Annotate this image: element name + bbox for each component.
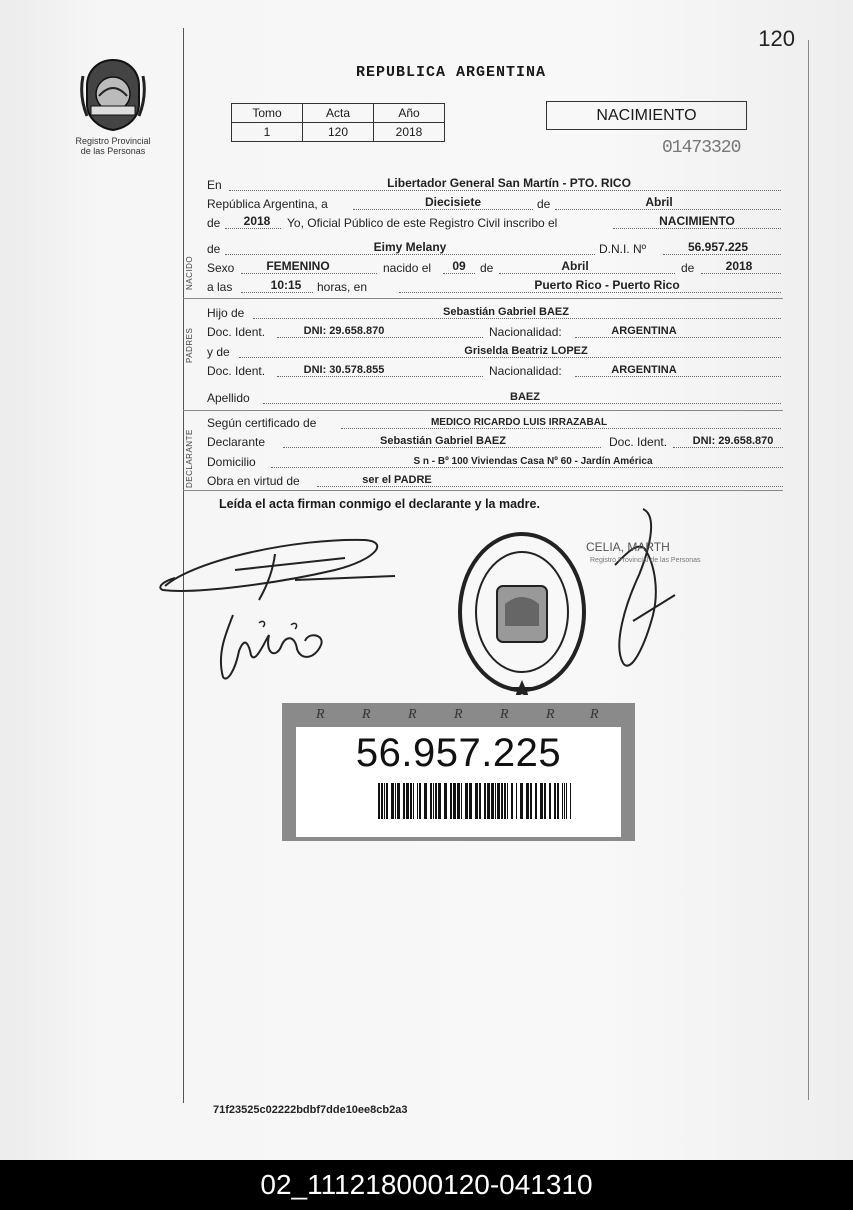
document-hash: 71f23525c02222bdbf7dde10ee8cb2a3 [213, 1104, 408, 1116]
dots-birth-day [443, 273, 475, 274]
label-decl-doc: Doc. Ident. [609, 435, 668, 449]
row-mother [207, 344, 783, 360]
barcode-bar [516, 783, 517, 819]
value-domicilio: S n - Bº 100 Viviendas Casa Nº 60 - Jardín América [413, 456, 653, 467]
separator-padres [183, 410, 783, 411]
barcode-bar [438, 783, 441, 819]
row-mother-doc [207, 363, 783, 379]
barcode-bar [487, 783, 490, 819]
value-birth-day: 09 [452, 259, 466, 273]
value-apellido: BAEZ [510, 391, 540, 403]
dots-father [253, 318, 781, 319]
value-acta: 120 [303, 123, 374, 142]
label-obra: Obra en virtud de [207, 474, 300, 488]
header-anio: Año [374, 104, 445, 123]
dots-domicilio [271, 467, 783, 468]
dots-hour [241, 292, 313, 293]
barcode-bar [410, 783, 412, 819]
label-oficial: Yo, Oficial Público de este Registro Civil inscribo el [287, 216, 558, 230]
closing-statement: Leída el acta firman conmigo el declarante y la madre. [219, 497, 540, 511]
barcode-bar [540, 783, 543, 819]
section-label-nacido: NACIDO [185, 255, 194, 290]
official-name: CELIA, MARTH [586, 540, 670, 554]
label-hijo: Hijo de [207, 306, 245, 320]
barcode-bar [453, 783, 456, 819]
barcode-bar [562, 783, 563, 819]
label-declarante: Declarante [207, 435, 266, 449]
row-hour [207, 279, 783, 295]
row-sexo [207, 260, 783, 276]
sticker-pattern-letter: R [454, 707, 463, 722]
barcode-bar [406, 783, 409, 819]
row-year [207, 215, 783, 231]
barcode-bar [501, 783, 503, 819]
dots-certificado [341, 428, 781, 429]
right-margin-line [808, 40, 809, 1100]
sticker-pattern-letter: R [316, 707, 325, 722]
label-republica: República Argentina, a [207, 197, 328, 211]
barcode-bar [504, 783, 506, 819]
label-name: de [207, 242, 221, 256]
sticker-pattern-letter: R [590, 707, 599, 722]
dots-declarante [283, 447, 601, 448]
label-mother-nat: Nacionalidad: [489, 364, 562, 378]
barcode-bar [497, 783, 500, 819]
dots-birth-month [499, 273, 675, 274]
barcode-bar [381, 783, 383, 819]
value-certificado: MEDICO RICARDO LUIS IRRAZABAL [430, 417, 608, 428]
row-domicilio [207, 454, 783, 470]
value-father-nat: ARGENTINA [611, 325, 677, 337]
row-certificado [207, 415, 783, 431]
mother-signature-icon [205, 605, 345, 685]
dots-decl-doc [673, 447, 783, 448]
dots-year [225, 228, 281, 229]
label-domicilio: Domicilio [207, 455, 256, 469]
separator-nacido [183, 298, 783, 299]
value-day: Diecisiete [424, 195, 482, 209]
row-apellido [207, 390, 783, 406]
sticker-pattern-letter: R [500, 707, 509, 722]
dots-month [555, 209, 781, 210]
dots-mother-nat [575, 376, 781, 377]
barcode-bar [461, 783, 462, 819]
row-en [207, 177, 783, 193]
value-obra: ser el PADRE [362, 474, 432, 486]
barcode-bar [433, 783, 434, 819]
separator-declarante [183, 490, 783, 491]
sticker-pattern-letter: R [546, 707, 555, 722]
value-declarante: Sebastián Gabriel BAEZ [380, 435, 506, 447]
barcode-bar [535, 783, 537, 819]
dots-dni [663, 254, 781, 255]
header-acta: Acta [303, 104, 374, 123]
dots-apellido [263, 403, 781, 404]
dots-place [399, 292, 781, 293]
barcode-bar [403, 783, 405, 819]
dots-inscribo [613, 228, 781, 229]
page-number: 120 [758, 26, 795, 51]
value-month: Abril [645, 195, 673, 209]
barcode-bar [413, 783, 414, 819]
barcode-icon [378, 783, 574, 819]
value-father-name: Sebastián Gabriel BAEZ [443, 306, 569, 318]
label-mother-doc: Doc. Ident. [207, 364, 266, 378]
label-dni: D.N.I. Nº [599, 242, 647, 256]
barcode-bar [491, 783, 494, 819]
barcode-bar [511, 783, 513, 819]
barcode-bar [520, 783, 523, 819]
barcode-bar [450, 783, 452, 819]
label-de2: de [480, 261, 494, 275]
misiones-coat-of-arms-icon [77, 56, 149, 132]
barcode-bar [419, 783, 421, 819]
section-label-padres: PADRES [185, 327, 194, 363]
label-apellido: Apellido [207, 391, 250, 405]
dots-day [353, 209, 533, 210]
value-mother-nat: ARGENTINA [611, 364, 677, 376]
barcode-bar [378, 783, 380, 819]
barcode-bar [397, 783, 400, 819]
label-certificado: Según certificado de [207, 416, 317, 430]
label-en: En [207, 178, 222, 192]
barcode-bar [395, 783, 396, 819]
label-year-prefix: de [207, 216, 221, 230]
document-title: REPUBLICA ARGENTINA [356, 64, 547, 81]
logo-caption-line2: de las Personas [80, 146, 146, 156]
label-alas: a las [207, 280, 233, 294]
value-father-doc: DNI: 29.658.870 [303, 325, 385, 337]
row-hijo [207, 305, 783, 321]
record-header-row [232, 104, 445, 123]
barcode-bar [484, 783, 486, 819]
dots-mother-doc [277, 376, 483, 377]
registry-logo [70, 56, 156, 156]
value-birth-month: Abril [561, 259, 589, 273]
barcode-bar [495, 783, 496, 819]
label-nacido: nacido el [383, 261, 432, 275]
barcode-bar [526, 783, 529, 819]
barcode-bar [444, 783, 447, 819]
barcode-bar [435, 783, 437, 819]
barcode-bar [469, 783, 472, 819]
dots-sexo [241, 273, 377, 274]
official-signature-icon [585, 505, 685, 670]
declarant-signature-icon [155, 530, 405, 610]
barcode-bar [384, 783, 385, 819]
row-declarante [207, 434, 783, 450]
official-seal-icon [455, 530, 590, 695]
barcode-bar [566, 783, 567, 819]
sticker-dni-number: 56.957.225 [355, 731, 562, 775]
barcode-bar [386, 783, 388, 819]
barcode-bar [457, 783, 460, 819]
dots-name [225, 254, 595, 255]
value-birth-year: 2018 [725, 259, 753, 273]
label-de-month: de [537, 197, 551, 211]
sticker-pattern-letter: R [408, 707, 417, 722]
barcode-bar [507, 783, 508, 819]
barcode-bar [417, 783, 418, 819]
value-hour: 10:15 [270, 278, 302, 292]
value-decl-doc: DNI: 29.658.870 [692, 435, 774, 447]
dni-sticker [282, 703, 635, 841]
record-number-table [231, 103, 445, 142]
label-sexo: Sexo [207, 261, 235, 275]
barcode-bar [465, 783, 468, 819]
barcode-bar [391, 783, 394, 819]
barcode-bar [530, 783, 532, 819]
barcode-bar [554, 783, 556, 819]
value-name: Eimy Melany [373, 240, 447, 254]
label-father-nat: Nacionalidad: [489, 325, 562, 339]
value-sexo: FEMENINO [266, 259, 330, 273]
barcode-bar [570, 783, 571, 819]
barcode-bar [544, 783, 546, 819]
record-type-box: NACIMIENTO [546, 101, 747, 130]
barcode-bar [424, 783, 427, 819]
label-yde: y de [207, 345, 230, 359]
value-inscribo: NACIMIENTO [659, 214, 735, 228]
label-father-doc: Doc. Ident. [207, 325, 266, 339]
value-tomo: 1 [232, 123, 303, 142]
dots-birth-year [701, 273, 781, 274]
sticker-pattern-letter: R [362, 707, 371, 722]
value-dni: 56.957.225 [687, 240, 749, 254]
row-name [207, 241, 783, 257]
value-place: Puerto Rico - Puerto Rico [534, 278, 680, 292]
value-en: Libertador General San Martín - PTO. RICO [387, 176, 631, 190]
dots-father-doc [277, 337, 483, 338]
serial-number: 01473320 [662, 138, 741, 158]
value-mother-doc: DNI: 30.578.855 [303, 364, 385, 376]
logo-caption-line1: Registro Provincial [75, 136, 151, 146]
dots-obra [317, 486, 783, 487]
value-anio: 2018 [374, 123, 445, 142]
barcode-bar [549, 783, 551, 819]
row-republica [207, 196, 783, 212]
row-obra [207, 473, 783, 489]
official-title: Registro Provincial de las Personas [590, 557, 701, 564]
row-father-doc [207, 324, 783, 340]
dots-en [229, 190, 781, 191]
barcode-bar [479, 783, 481, 819]
dots-father-nat [575, 337, 781, 338]
barcode-bar [557, 783, 559, 819]
footer-filename: 02_111218000120-041310 [0, 1160, 853, 1210]
value-year: 2018 [243, 214, 271, 228]
dots-mother [239, 357, 781, 358]
label-horas: horas, en [317, 280, 368, 294]
record-value-row [232, 123, 445, 142]
value-mother-name: Griselda Beatriz LOPEZ [464, 345, 588, 357]
barcode-bar [564, 783, 565, 819]
sticker-label [296, 727, 621, 837]
barcode-bar [475, 783, 478, 819]
label-de3: de [681, 261, 695, 275]
barcode-bar [430, 783, 432, 819]
header-tomo: Tomo [232, 104, 303, 123]
section-label-declarante: DECLARANTE [185, 429, 194, 488]
